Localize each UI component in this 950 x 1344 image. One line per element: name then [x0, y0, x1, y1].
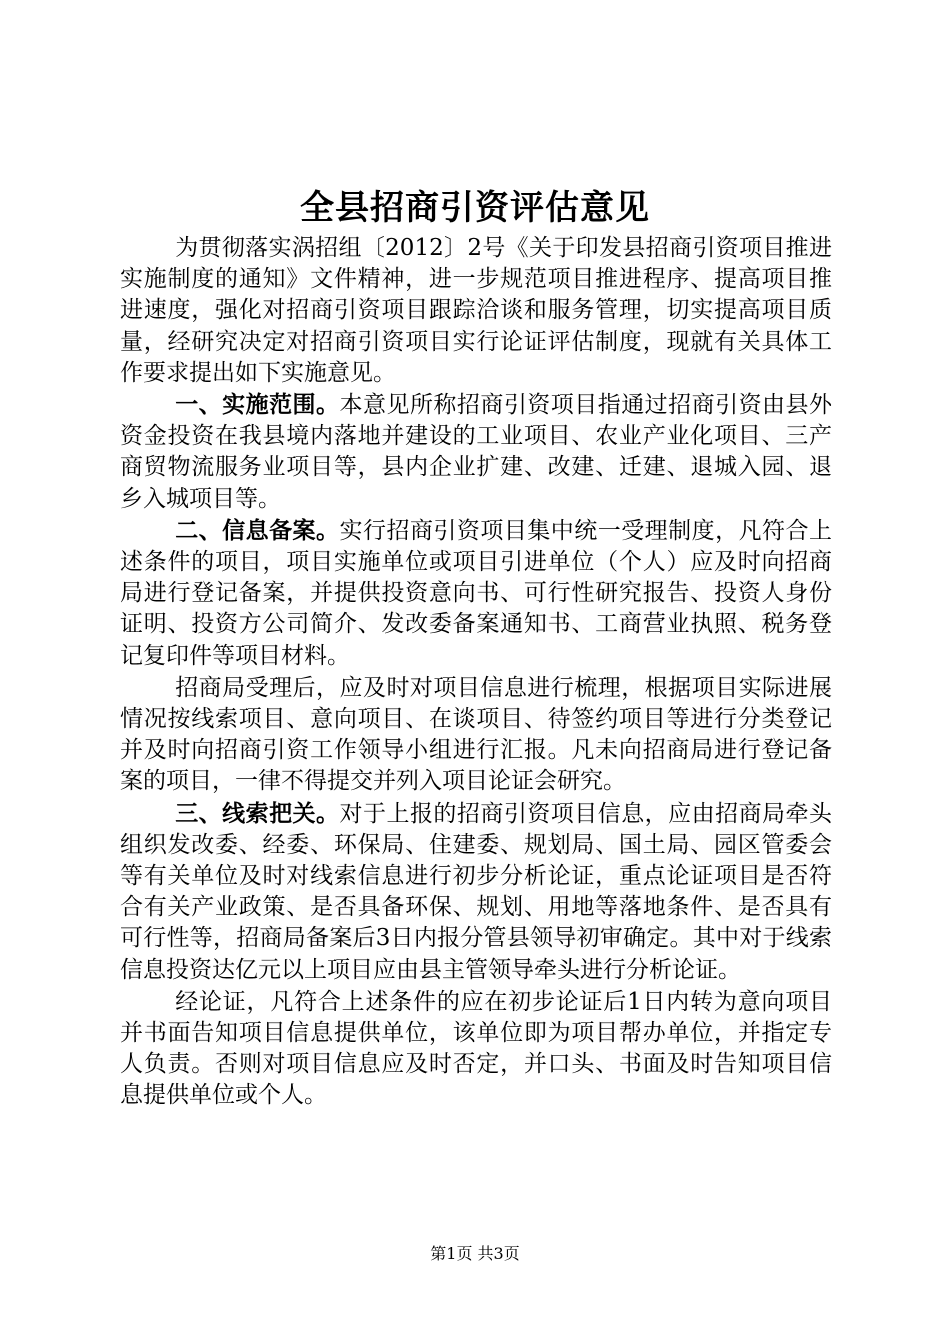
paragraph-heading: 三、线索把关。: [175, 799, 340, 827]
page-number-footer: 第1页 共3页: [430, 1244, 520, 1263]
paragraph-text: 本意见所称招商引资项目指通过招商引资由县外资金投资在我县境内落地并建设的工业项目、农业产业化项目、三产商贸物流服务业项目等，县内企业扩建、改建、迁建、退城入园、退乡入城项目等。: [120, 392, 833, 512]
paragraph-heading: 二、信息备案。: [175, 516, 340, 544]
paragraph-text: 对于上报的招商引资项目信息，应由招商局牵头组织发改委、经委、环保局、住建委、规划局、国土局、园区管委会等有关单位及时对线索信息进行初步分析论证，重点论证项目是否符合有关产业政策、是否具备环保、规划、用地等落地条件、是否具有可行性等，招商局备案后3日内报分管县领导初审确定。其中对于线索信息投资达亿元以上项目应由县主管领导牵头进行分析论证。: [120, 800, 833, 983]
paragraph: [120, 515, 832, 672]
paragraph: [120, 798, 832, 986]
paragraph: [120, 986, 832, 1112]
paragraph-text: 招商局受理后，应及时对项目信息进行梳理，根据项目实际进展情况按线索项目、意向项目、在谈项目、待签约项目等进行分类登记并及时向招商引资工作领导小组进行汇报。凡未向招商局进行登记备案的项目，一律不得提交并列入项目论证会研究。: [120, 674, 832, 795]
paragraph-text: 实行招商引资项目集中统一受理制度，凡符合上述条件的项目，项目实施单位或项目引进单位（个人）应及时向招商局进行登记备案，并提供投资意向书、可行性研究报告、投资人身份证明、投资方公司简介、发改委备案通知书、工商营业执照、税务登记复印件等项目材料。: [120, 517, 833, 669]
paragraph: [120, 389, 832, 515]
paragraph-heading: 一、实施范围。: [175, 391, 340, 419]
paragraph-text: 为贯彻落实涡招组〔2012〕2号《关于印发县招商引资项目推进实施制度的通知》文件精神，进一步规范项目推进程序、提高项目推进速度，强化对招商引资项目跟踪洽谈和服务管理，切实提高项目质量，经研究决定对招商引资项目实行论证评估制度，现就有关具体工作要求提出如下实施意见。: [120, 235, 832, 386]
paragraph: [120, 232, 832, 389]
document-body: [120, 232, 832, 1112]
paragraph-text: 经论证，凡符合上述条件的应在初步论证后1日内转为意向项目并书面告知项目信息提供单位，该单位即为项目帮办单位，并指定专人负责。否则对项目信息应及时否定，并口头、书面及时告知项目信息提供单位或个人。: [120, 988, 832, 1109]
document-title: 全县招商引资评估意见: [300, 188, 650, 228]
paragraph: [120, 672, 832, 798]
